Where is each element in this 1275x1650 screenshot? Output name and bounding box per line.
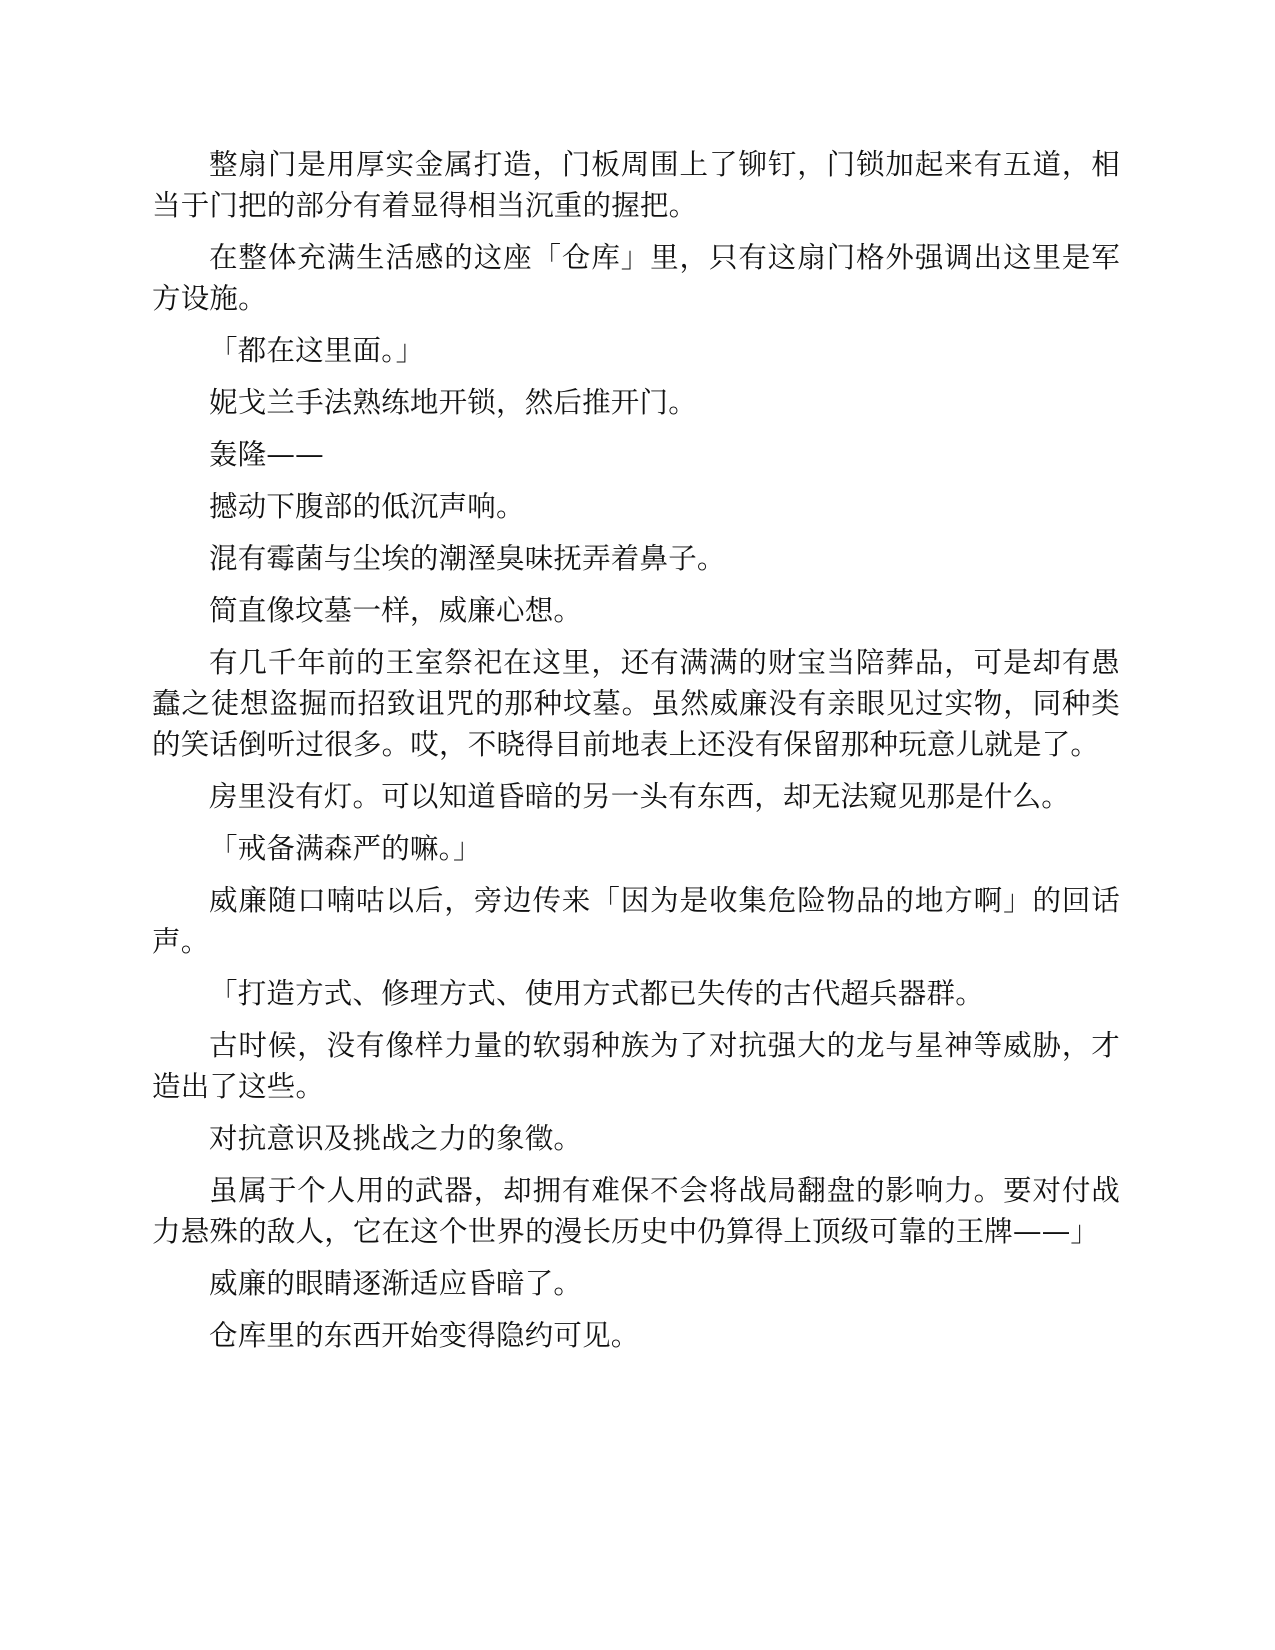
body-text xyxy=(152,144,1120,1367)
paragraph: 威廉随口喃咕以后，旁边传来「因为是收集危险物品的地方啊」的回话声。 xyxy=(152,884,1120,958)
paragraph: 仓库里的东西开始变得隐约可见。 xyxy=(209,1319,640,1352)
paragraph: 在整体充满生活感的这座「仓库」里，只有这扇门格外强调出这里是军方设施。 xyxy=(152,241,1120,315)
paragraph: 虽属于个人用的武器，却拥有难保不会将战局翻盘的影响力。要对付战力悬殊的敌人，它在这个世界的漫长历史中仍算得上顶级可靠的王牌——」 xyxy=(152,1174,1120,1248)
paragraph: 威廉的眼睛逐渐适应昏暗了。 xyxy=(209,1267,583,1300)
paragraph: 简直像坟墓一样，威廉心想。 xyxy=(209,594,583,627)
dialogue-paragraph: 「戒备满森严的嘛。」 xyxy=(209,832,482,865)
paragraph: 房里没有灯。可以知道昏暗的另一头有东西，却无法窥见那是什么。 xyxy=(209,780,1071,813)
paragraph: 古时候，没有像样力量的软弱种族为了对抗强大的龙与星神等威胁，才造出了这些。 xyxy=(152,1029,1120,1103)
paragraph: 对抗意识及挑战之力的象徵。 xyxy=(209,1122,583,1155)
paragraph: 撼动下腹部的低沉声响。 xyxy=(209,490,525,523)
dialogue-paragraph: 「都在这里面。」 xyxy=(209,334,425,367)
dialogue-paragraph: 「打造方式、修理方式、使用方式都已失传的古代超兵器群。 xyxy=(209,977,984,1010)
paragraph: 有几千年前的王室祭祀在这里，还有满满的财宝当陪葬品，可是却有愚蠢之徒想盗掘而招致诅咒的那种坟墓。虽然威廉没有亲眼见过实物，同种类的笑话倒听过很多。哎，不晓得目前地表上还没有保留那种玩意儿就是了。 xyxy=(152,646,1120,761)
paragraph: 整扇门是用厚实金属打造，门板周围上了铆钉，门锁加起来有五道，相当于门把的部分有着显得相当沉重的握把。 xyxy=(152,148,1120,222)
paragraph: 混有霉菌与尘埃的潮溼臭味抚弄着鼻子。 xyxy=(209,542,726,575)
paragraph: 妮戈兰手法熟练地开锁，然后推开门。 xyxy=(209,386,697,419)
paragraph: 轰隆—— xyxy=(209,438,324,471)
